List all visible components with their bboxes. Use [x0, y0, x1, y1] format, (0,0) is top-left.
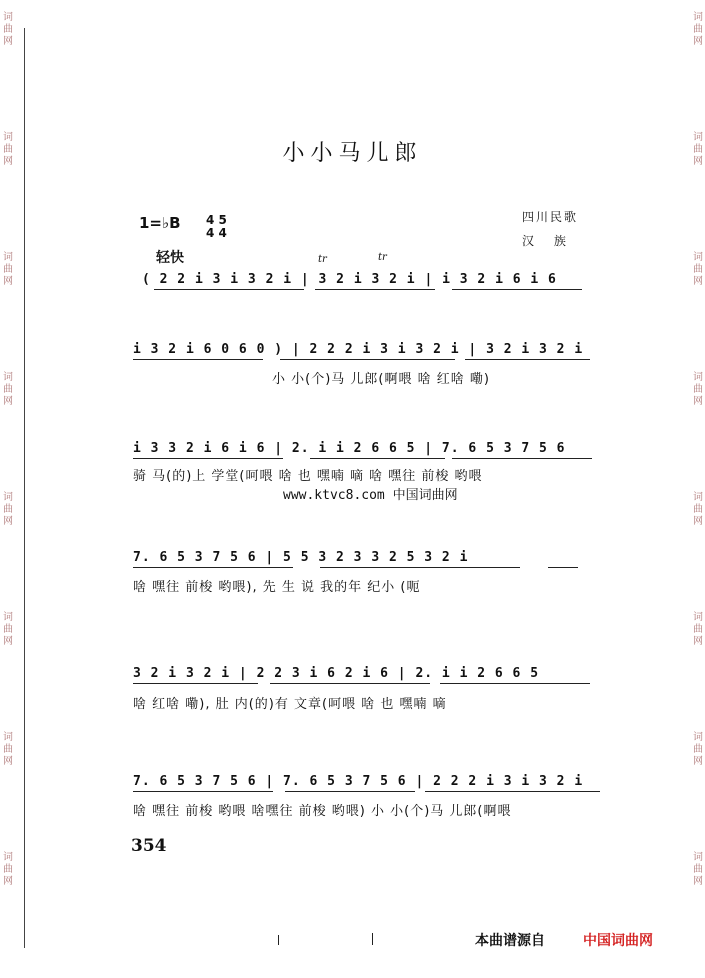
notation-line: i 3 2 i 6 0 6 0 ) | 2 2 2 i 3 i 3 2 i | 3 2 i 3 2 i	[133, 342, 584, 357]
key-signature: 1=♭B	[139, 214, 181, 232]
beam-underline	[440, 683, 590, 684]
page-number: 354	[131, 836, 167, 856]
song-ethnicity: 汉 族	[522, 234, 574, 248]
beam-underline	[465, 359, 590, 360]
beam-underline	[315, 289, 435, 290]
edge-watermark: 词曲网	[3, 372, 13, 407]
beam-underline	[133, 359, 263, 360]
time-signature-bottom: 4 4	[206, 226, 227, 240]
song-origin: 四川民歌	[522, 210, 579, 224]
edge-watermark: 词曲网	[693, 372, 703, 407]
beam-underline	[548, 567, 578, 568]
footer-source-label: 本曲谱源自	[475, 933, 545, 949]
edge-watermark: 词曲网	[693, 492, 703, 527]
edge-watermark: 词曲网	[3, 852, 13, 887]
beam-underline	[452, 289, 582, 290]
edge-watermark: 词曲网	[693, 12, 703, 47]
tempo-marking: 轻快	[156, 250, 184, 266]
beam-underline	[133, 458, 283, 459]
edge-watermark: 词曲网	[693, 132, 703, 167]
edge-watermark: 词曲网	[3, 132, 13, 167]
beam-underline	[133, 791, 273, 792]
edge-watermark: 词曲网	[693, 612, 703, 647]
lyric-line: 骑 马(的)上 学堂(呵喂 啥 也 嘿喃 嘀 啥 嘿往 前梭 哟喂	[133, 469, 483, 484]
edge-watermark: 词曲网	[693, 852, 703, 887]
lyric-line: 啥 嘿往 前梭 哟喂), 先 生 说 我的年 纪小 (呃	[133, 580, 421, 595]
margin-tick	[278, 935, 279, 945]
beam-underline	[310, 458, 445, 459]
edge-watermark: 词曲网	[3, 492, 13, 527]
lyric-line: 啥 嘿往 前梭 哟喂 啥嘿往 前梭 哟喂) 小 小(个)马 儿郎(啊喂	[133, 804, 512, 819]
beam-underline	[280, 359, 455, 360]
edge-watermark: 词曲网	[3, 12, 13, 47]
edge-watermark: 词曲网	[3, 612, 13, 647]
notation-line: 3 2 i 3 2 i | 2 2 3 i 6 2 i 6 | 2. i i 2 6 6 5	[133, 666, 540, 681]
beam-underline	[425, 791, 600, 792]
time-signature-top: 4 5	[206, 213, 227, 227]
edge-watermark: 词曲网	[693, 252, 703, 287]
beam-underline	[133, 567, 293, 568]
beam-underline	[133, 683, 258, 684]
margin-tick	[372, 933, 373, 945]
beam-underline	[154, 289, 304, 290]
edge-watermark: 词曲网	[3, 732, 13, 767]
notation-line: ( 2 2 i 3 i 3 2 i | 3 2 i 3 2 i | i 3 2 i 6 i 6	[142, 272, 557, 287]
notation-line: 7. 6 5 3 7 5 6 | 5 5 3 2 3 3 2 5 3 2 i	[133, 550, 469, 565]
edge-watermark: 词曲网	[3, 252, 13, 287]
site-watermark: www.ktvc8.com 中国词曲网	[283, 488, 458, 503]
lyric-line: 啥 红啥 嘞), 肚 内(的)有 文章(呵喂 啥 也 嘿喃 嘀	[133, 697, 447, 712]
beam-underline	[285, 791, 415, 792]
edge-watermark: 词曲网	[693, 732, 703, 767]
trill-mark: tr	[318, 254, 327, 265]
footer-source-site: 中国词曲网	[583, 933, 653, 949]
beam-underline	[320, 567, 520, 568]
trill-mark: tr	[378, 252, 387, 263]
lyric-line: 小 小(个)马 儿郎(啊喂 啥 红啥 嘞)	[272, 372, 490, 387]
beam-underline	[270, 683, 430, 684]
notation-line: 7. 6 5 3 7 5 6 | 7. 6 5 3 7 5 6 | 2 2 2 i 3 i 3 2 i	[133, 774, 584, 789]
notation-line: i 3 3 2 i 6 i 6 | 2. i i 2 6 6 5 | 7. 6 5 3 7 5 6	[133, 441, 566, 456]
time-signature	[206, 214, 227, 240]
song-title: 小小马儿郎	[282, 141, 423, 166]
beam-underline	[452, 458, 592, 459]
